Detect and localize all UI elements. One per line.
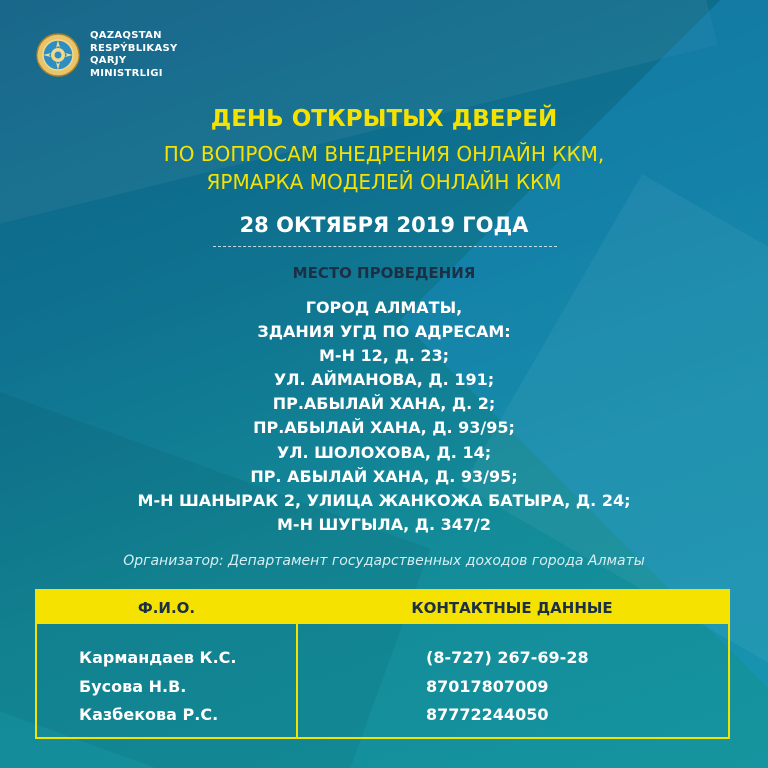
contact-phone: 87017807009 (426, 676, 549, 696)
address-line: ПР.АБЫЛАЙ ХАНА, Д. 2; (272, 394, 496, 414)
phones-column (296, 644, 728, 730)
ministry-line: RESPÝBLIKASY (90, 42, 178, 54)
address-line: М-Н 12, Д. 23; (319, 346, 449, 366)
names-column (37, 644, 296, 730)
contact-phone: 87772244050 (426, 705, 549, 724)
ministry-line: QARJY (90, 55, 127, 66)
address-line: ПР.АБЫЛАЙ ХАНА, Д. 93/95; (253, 418, 515, 438)
event-subtitle-line1: ПО ВОПРОСАМ ВНЕДРЕНИЯ ОНЛАЙН ККМ, (163, 142, 605, 166)
event-title: ДЕНЬ ОТКРЫТЫХ ДВЕРЕЙ (210, 106, 558, 132)
contact-phone: (8-727) 267-69-28 (426, 648, 589, 667)
address-line: УЛ. АЙМАНОВА, Д. 191; (273, 370, 495, 390)
ministry-name (90, 30, 178, 80)
contacts-body (37, 624, 728, 730)
ministry-line: QAZAQSTAN (90, 30, 162, 41)
contact-name: Кармандаев К.С. (79, 648, 237, 667)
address-line: М-Н ШУГЫЛА, Д. 347/2 (277, 514, 491, 534)
address-line: М-Н ШАНЫРАК 2, УЛИЦА ЖАНКОЖА БАТЫРА, Д. 24; (137, 490, 631, 510)
contact-name: Бусова Н.В. (79, 676, 187, 696)
event-subtitle-line2: ЯРМАРКА МОДЕЛЕЙ ОНЛАЙН ККМ (206, 170, 562, 194)
address-line: ГОРОД АЛМАТЫ, (305, 298, 463, 317)
header-contact: КОНТАКТНЫЕ ДАННЫЕ (411, 598, 613, 617)
event-date: 28 ОКТЯБРЯ 2019 ГОДА (239, 213, 529, 237)
venue-label: МЕСТО ПРОВЕДЕНИЯ (292, 264, 476, 282)
organizer-note: Организатор: Департамент государственных доходов города Алматы (123, 553, 645, 569)
ministry-line: MINISTRLIGI (90, 67, 163, 79)
ministry-logo (34, 30, 178, 80)
address-line: УЛ. ШОЛОХОВА, Д. 14; (276, 442, 492, 462)
contacts-header (37, 591, 728, 624)
address-line: ПР. АБЫЛАЙ ХАНА, Д. 93/95; (250, 466, 518, 486)
venue-addresses (0, 296, 768, 537)
state-emblem-icon (34, 31, 82, 79)
address-line: ЗДАНИЯ УГД ПО АДРЕСАМ: (257, 322, 511, 342)
contacts-table (35, 589, 730, 739)
dashed-divider (213, 246, 557, 247)
header-name: Ф.И.О. (137, 598, 196, 617)
contact-name: Казбекова Р.С. (79, 705, 219, 724)
